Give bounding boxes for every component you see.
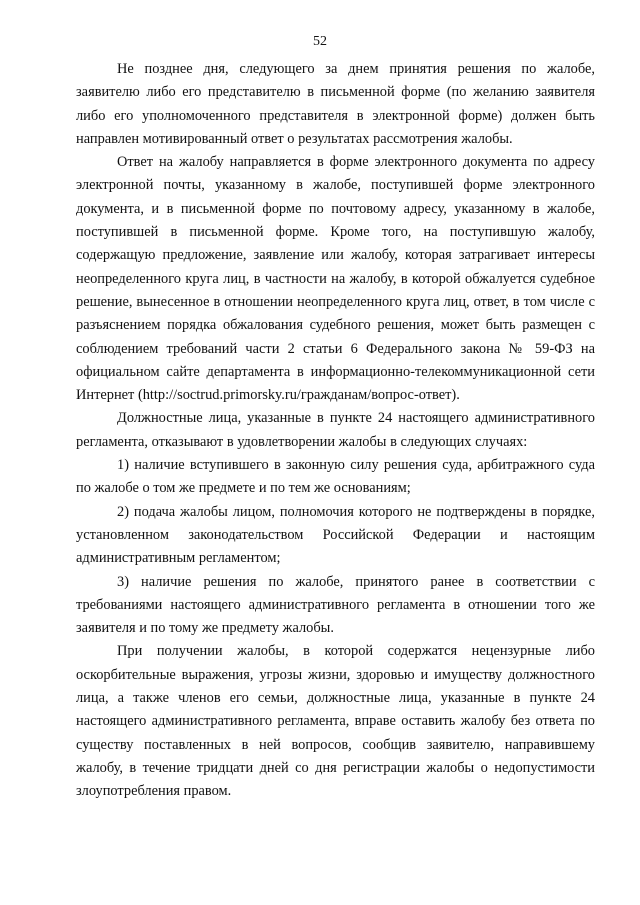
paragraph-refusal-grounds: Должностные лица, указанные в пункте 24 настоящего административного регламента, отказывают в удовлетворении жалобы в следующих случаях: — [76, 410, 595, 450]
list-item-unconfirmed-authority: 2) подача жалобы лицом, полномочия которого не подтверждены в порядке, установленном законодательством Российской Федерации и настоящим административным регламентом; — [76, 503, 595, 567]
paragraph-response-delivery: Ответ на жалобу направляется в форме электронного документа по адресу электронной почты, указанному в жалобе, поступившей форме электронного документа, и в письменной форме по почтовому адресу, указанному в жалобе, поступившей в письменной форме. Кроме того, на поступившую жалобу, содержащую предложение, заявление или жалобу, которая затрагивает интересы неопределенного круга лиц, в частности на жалобу, в которой обжалуется судебное решение, вынесенное в отношении неопределенного круга лиц, ответ, в том числе с разъяснением порядка обжалования судебного решения, может быть размещен с соблюдением требований части 2 статьи 6 Федерального закона № 59-ФЗ на официальном сайте департамента в информационно-телекоммуникационной сети Интернет (http://soctrud.primorsky.ru/гражданам/вопрос-ответ). — [76, 154, 595, 404]
paragraph-response-deadline: Не позднее дня, следующего за днем принятия решения по жалобе, заявителю либо его представителю в письменной форме (по желанию заявителя либо его уполномоченного представителя в электронной форме) должен быть направлен мотивированный ответ о результатах рассмотрения жалобы. — [76, 61, 595, 147]
list-item-prior-decision: 3) наличие решения по жалобе, принятого ранее в соответствии с требованиями настоящего административного регламента в отношении того же заявителя и по тому же предмету жалобы. — [76, 573, 595, 637]
page-number: 52 — [313, 34, 327, 49]
paragraph-abusive-complaint: При получении жалобы, в которой содержатся нецензурные либо оскорбительные выражения, угрозы жизни, здоровью и имуществу должностного лица, а также членов его семьи, должностные лица, указанные в пункте 24 настоящего административного регламента, вправе оставить жалобу без ответа по существу поставленных в ней вопросов, сообщив заявителю, направившему жалобу, в течение тридцати дней со дня регистрации жалобы о недопустимости злоупотребления правом. — [76, 643, 595, 800]
body-text — [76, 58, 595, 804]
list-item-court-decision: 1) наличие вступившего в законную силу решения суда, арбитражного суда по жалобе о том же предмете и по тем же основаниям; — [76, 457, 595, 497]
